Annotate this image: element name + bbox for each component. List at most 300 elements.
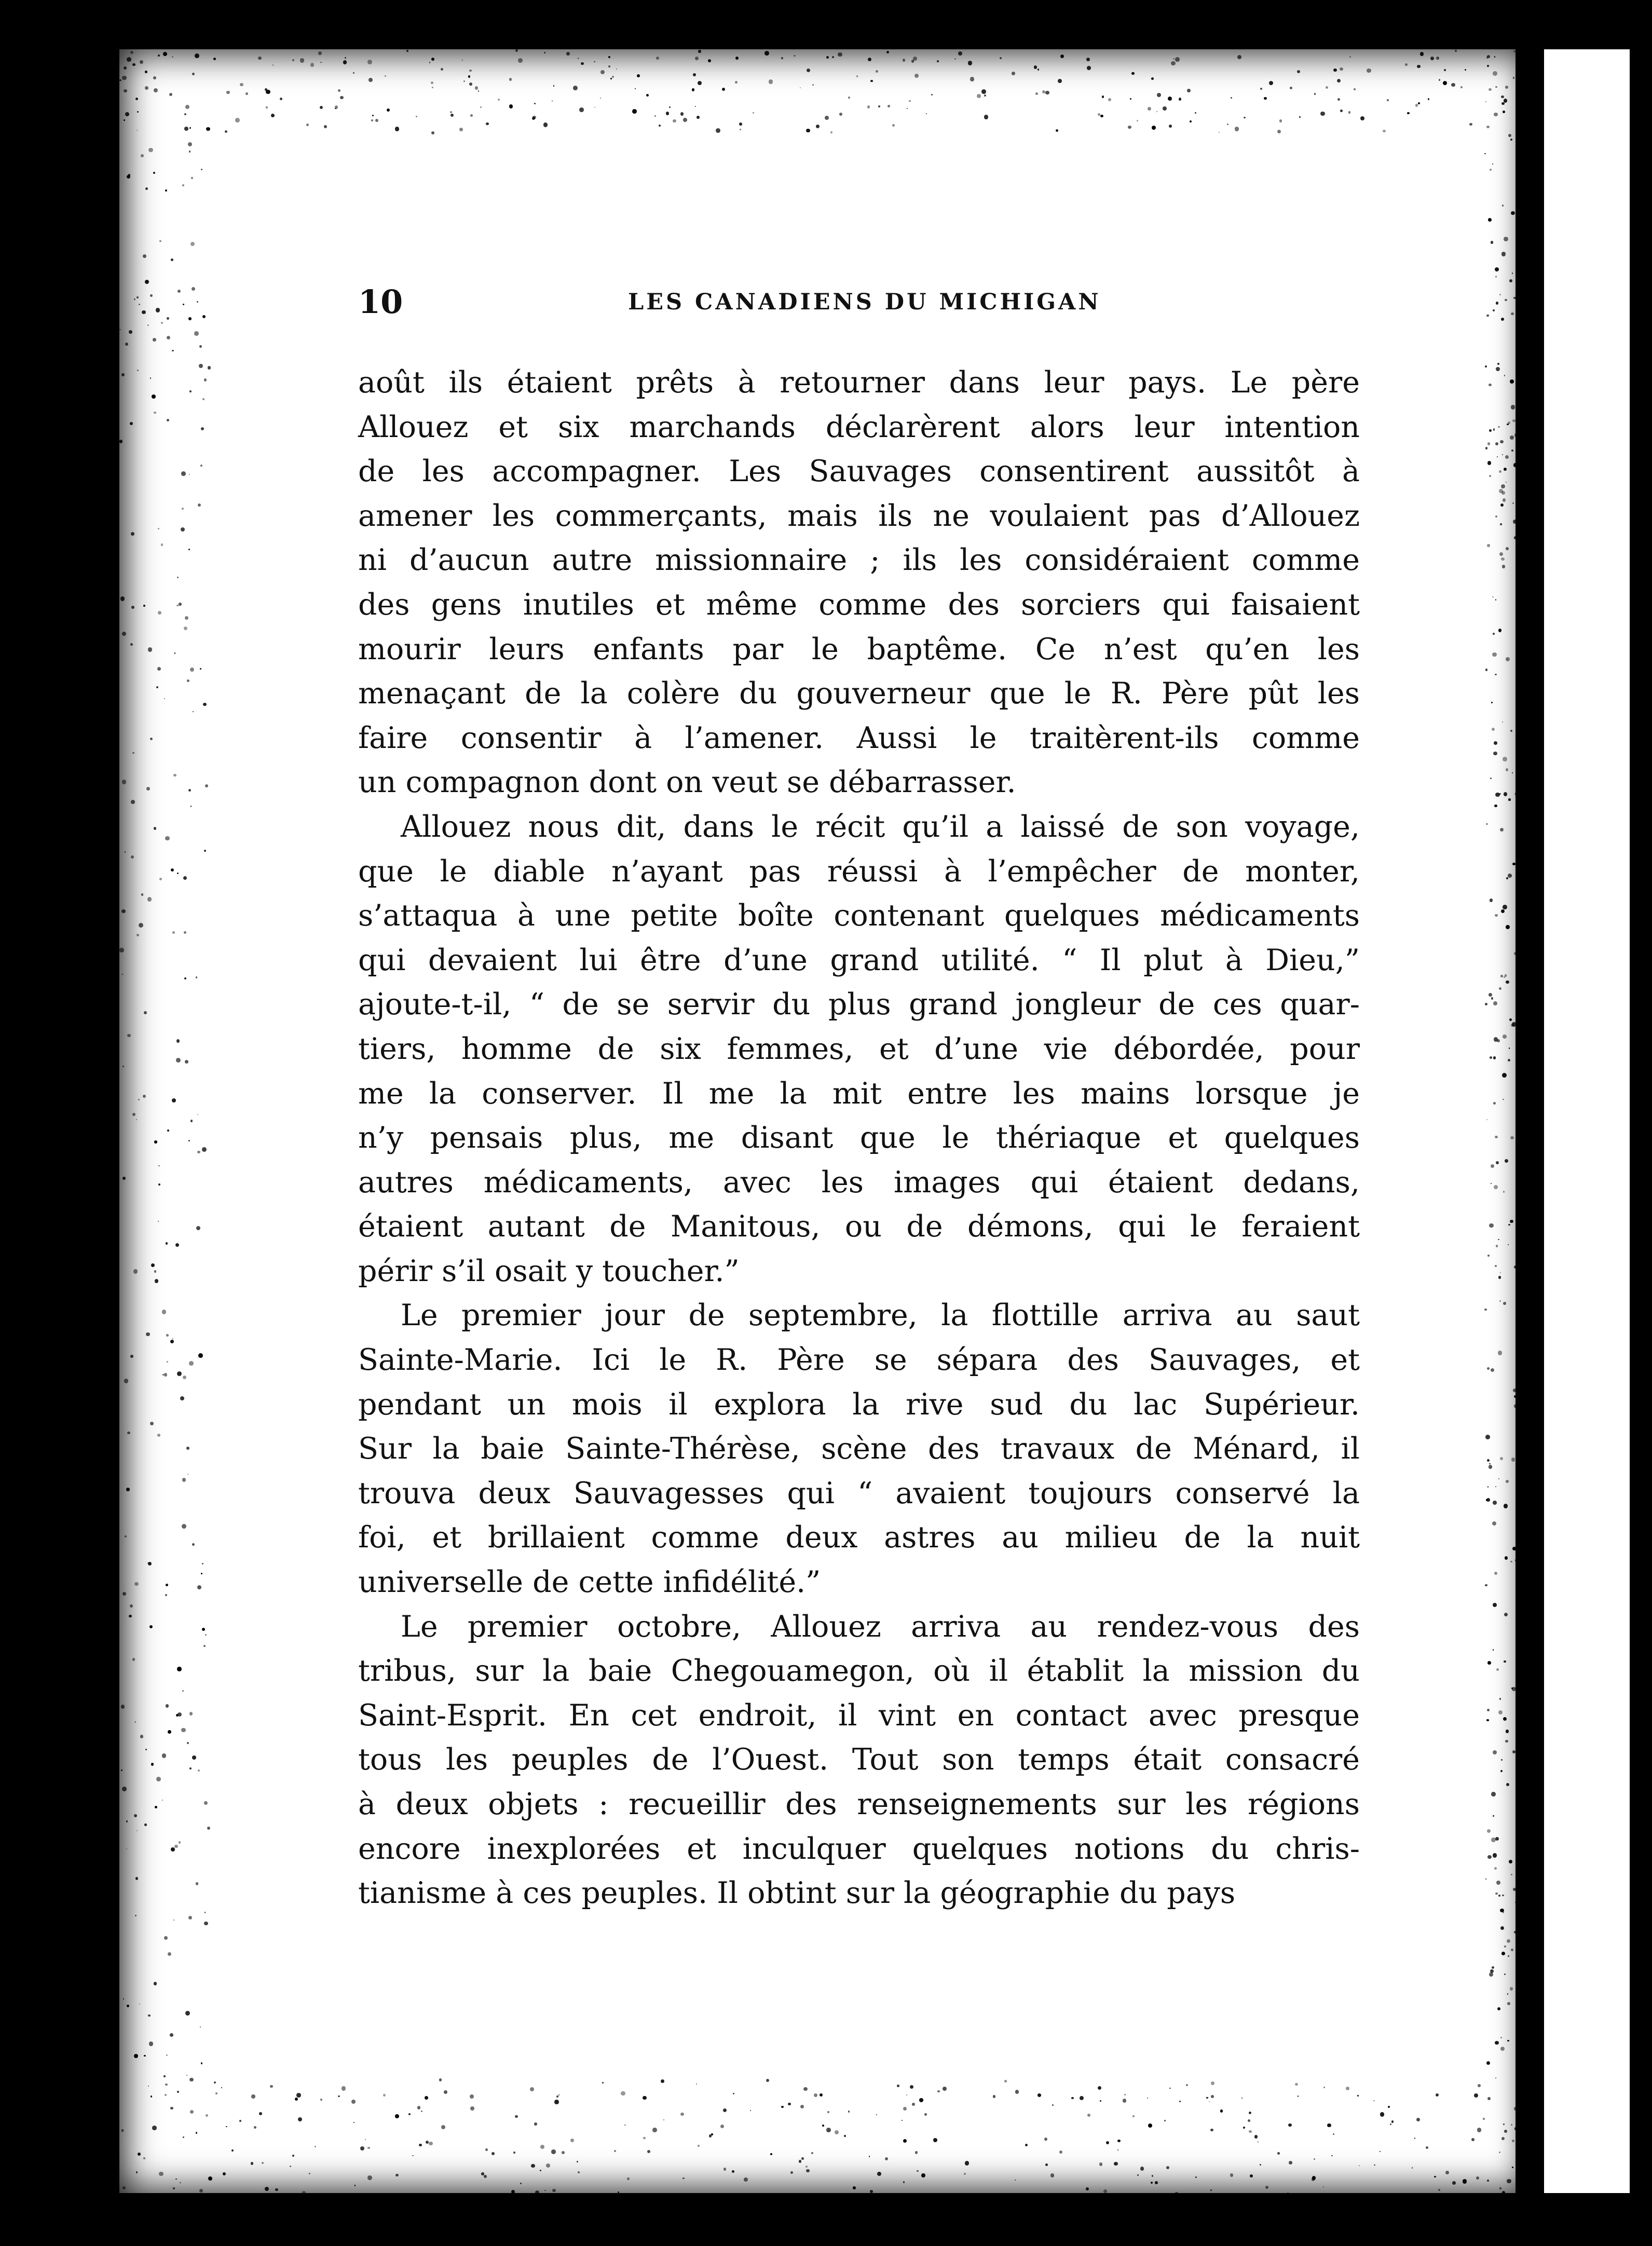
scan-speckle — [1474, 2093, 1478, 2098]
scan-speckle — [1128, 126, 1131, 129]
paragraph — [358, 805, 1360, 1294]
scan-speckle — [240, 83, 243, 86]
scan-speckle — [149, 1625, 153, 1628]
scan-speckle — [134, 298, 135, 300]
scan-speckle — [546, 2163, 550, 2168]
scan-speckle — [652, 2128, 657, 2132]
text-line: de les accompagner. Les Sauvages consentirent aussitôt à — [358, 454, 1360, 489]
scan-speckle — [788, 2103, 790, 2105]
scan-speckle — [412, 2155, 413, 2156]
scan-speckle — [166, 1584, 168, 1586]
scan-speckle — [181, 1728, 185, 1732]
scan-speckle — [148, 2086, 149, 2087]
scan-speckle — [632, 109, 637, 114]
scan-speckle — [1486, 823, 1487, 824]
scan-speckle — [151, 1763, 154, 1766]
scan-speckle — [1187, 89, 1191, 92]
scan-speckle — [647, 2150, 650, 2153]
scan-speckle — [1340, 67, 1343, 71]
scan-speckle — [722, 88, 725, 91]
scan-speckle — [1501, 557, 1505, 561]
scan-speckle — [180, 2182, 181, 2183]
scan-speckle — [182, 508, 183, 509]
scan-speckle — [1506, 981, 1509, 984]
scan-speckle — [183, 2136, 184, 2138]
scan-speckle — [429, 62, 430, 63]
scan-speckle — [165, 1594, 167, 1596]
scan-speckle — [154, 1140, 157, 1143]
scan-speckle — [856, 75, 858, 77]
scan-speckle — [177, 1371, 182, 1376]
scan-speckle — [171, 868, 174, 872]
scan-speckle — [1486, 1119, 1487, 1120]
text-line: menaçant de la colère du gouverneur que le R. Père pût les — [358, 676, 1360, 711]
scan-speckle — [151, 2095, 152, 2097]
scan-speckle — [1503, 905, 1507, 909]
scan-speckle — [602, 2082, 604, 2084]
scan-speckle — [513, 2152, 515, 2153]
scan-speckle — [698, 50, 701, 52]
scan-speckle — [431, 58, 434, 61]
scan-speckle — [131, 800, 135, 804]
scan-speckle — [635, 88, 636, 89]
scan-speckle — [259, 2112, 262, 2115]
scan-speckle — [1503, 2124, 1505, 2125]
text-line: faire consentir à l’amener. Aussi le traitèrent-ils comme — [358, 720, 1360, 755]
text-line: amener les commerçants, mais ils ne voulaient pas d’Allouez — [358, 498, 1360, 533]
scan-speckle — [1513, 463, 1517, 467]
scan-speckle — [159, 878, 162, 880]
scan-speckle — [335, 105, 338, 109]
scan-speckle — [578, 2171, 580, 2173]
scan-speckle — [196, 1882, 199, 1885]
scan-speckle — [711, 2133, 713, 2135]
scan-speckle — [1511, 211, 1515, 215]
scan-speckle — [838, 52, 842, 57]
scan-speckle — [1333, 2133, 1334, 2135]
scan-speckle — [903, 59, 905, 61]
scan-speckle — [1499, 793, 1500, 795]
scan-speckle — [181, 527, 185, 532]
text-line: août ils étaient prêts à retourner dans leur pays. Le père — [358, 365, 1360, 400]
scan-speckle — [199, 2189, 203, 2193]
scan-speckle — [132, 63, 135, 66]
scan-speckle — [475, 86, 478, 89]
scan-speckle — [1507, 2002, 1510, 2005]
scan-speckle — [1227, 124, 1228, 125]
scan-speckle — [1501, 1952, 1505, 1955]
scan-speckle — [189, 1712, 193, 1716]
scan-speckle — [921, 2173, 925, 2177]
scan-speckle — [202, 1628, 205, 1631]
scan-speckle — [338, 2095, 339, 2097]
text-line: Sur la baie Sainte-Thérèse, scène des travaux de Ménard, il — [358, 1432, 1360, 1466]
text-line: Allouez nous dit, dans le récit qu’il a laissé de son voyage, — [401, 809, 1360, 844]
scan-speckle — [151, 1263, 155, 1267]
scan-speckle — [367, 60, 372, 64]
scan-speckle — [121, 2129, 124, 2131]
scan-speckle — [1430, 57, 1434, 60]
scan-speckle — [1493, 1750, 1496, 1754]
scan-speckle — [164, 1373, 168, 1377]
scan-speckle — [122, 1177, 126, 1180]
scan-speckle — [166, 1242, 168, 1244]
scan-speckle — [1514, 536, 1517, 539]
scan-speckle — [136, 934, 139, 936]
scan-speckle — [208, 2176, 212, 2181]
scan-speckle — [485, 2148, 488, 2151]
scan-speckle — [1503, 1034, 1507, 1039]
scan-speckle — [807, 69, 810, 72]
scan-speckle — [1239, 2193, 1243, 2197]
scan-speckle — [368, 78, 373, 82]
scan-speckle — [1360, 116, 1364, 120]
scan-speckle — [618, 2191, 619, 2193]
scan-speckle — [1504, 99, 1507, 102]
text-line: Saint-Esprit. En cet endroit, il vint en contact avec presque — [358, 1698, 1360, 1733]
scan-speckle — [612, 76, 614, 78]
scan-speckle — [680, 112, 684, 115]
scan-speckle — [1439, 79, 1441, 81]
scan-speckle — [1469, 123, 1472, 126]
text-line: tiers, homme de six femmes, et d’une vie débordée, pour — [358, 1031, 1360, 1066]
scan-speckle — [156, 686, 158, 688]
scan-speckle — [1151, 77, 1154, 80]
scan-speckle — [579, 107, 584, 112]
scan-speckle — [165, 2084, 167, 2086]
scan-speckle — [800, 2105, 804, 2108]
scan-speckle — [1512, 2167, 1513, 2168]
scan-speckle — [168, 1730, 171, 1734]
scan-speckle — [1103, 2189, 1107, 2193]
scan-speckle — [1507, 2040, 1509, 2042]
scan-speckle — [1489, 1972, 1493, 1977]
scan-speckle — [1493, 71, 1497, 76]
scan-speckle — [1445, 2171, 1449, 2174]
scan-speckle — [128, 174, 130, 176]
scan-speckle — [134, 2054, 138, 2058]
scan-speckle — [202, 315, 206, 318]
scan-speckle — [136, 2171, 138, 2173]
scan-speckle — [190, 668, 194, 672]
scan-speckle — [1314, 93, 1316, 94]
scan-speckle — [135, 1877, 138, 1880]
scan-speckle — [387, 108, 390, 112]
scan-speckle — [1320, 112, 1325, 116]
scan-speckle — [1206, 2097, 1208, 2099]
scan-speckle — [534, 2122, 537, 2126]
scan-speckle — [1514, 1404, 1518, 1408]
scan-speckle — [764, 51, 769, 56]
scan-speckle — [148, 647, 153, 652]
scan-speckle — [968, 61, 972, 65]
scan-speckle — [1488, 218, 1491, 221]
scan-speckle — [198, 1769, 200, 1772]
scan-speckle — [1331, 2155, 1333, 2157]
scan-speckle — [1420, 52, 1424, 56]
scan-speckle — [1485, 1435, 1490, 1439]
scan-speckle — [1171, 61, 1175, 65]
scan-speckle — [1501, 909, 1505, 913]
scan-speckle — [832, 56, 834, 58]
scan-speckle — [165, 189, 167, 192]
scan-speckle — [1387, 99, 1389, 101]
scan-speckle — [1288, 2124, 1291, 2127]
scan-speckle — [205, 1634, 207, 1636]
scan-speckle — [164, 1936, 168, 1940]
scan-speckle — [179, 603, 181, 605]
scan-speckle — [1514, 433, 1519, 438]
adjacent-page-edge — [1544, 49, 1630, 2193]
scan-speckle — [1501, 484, 1505, 488]
scan-speckle — [698, 2145, 700, 2147]
scan-speckle — [1505, 1159, 1508, 1163]
scan-speckle — [199, 345, 202, 348]
scan-speckle — [181, 471, 186, 476]
scan-speckle — [143, 605, 145, 607]
scan-speckle — [853, 2186, 856, 2189]
scan-speckle — [481, 2172, 484, 2175]
scan-speckle — [171, 258, 173, 261]
scan-speckle — [1132, 2115, 1134, 2117]
scan-speckle — [186, 1447, 189, 1450]
scan-speckle — [188, 317, 192, 320]
scan-speckle — [1510, 139, 1512, 141]
scan-speckle — [621, 2091, 625, 2096]
scan-speckle — [1436, 57, 1439, 60]
scan-speckle — [162, 1310, 166, 1314]
scan-speckle — [375, 119, 378, 122]
scan-speckle — [140, 60, 143, 64]
scan-speckle — [803, 2087, 808, 2091]
scan-speckle — [1487, 1855, 1491, 1859]
scan-speckle — [192, 287, 195, 291]
scan-speckle — [917, 2170, 918, 2172]
scan-speckle — [1491, 1837, 1496, 1842]
scan-speckle — [903, 2107, 907, 2111]
scan-speckle — [1505, 974, 1507, 976]
scan-speckle — [194, 331, 199, 336]
scan-speckle — [1500, 2047, 1505, 2051]
text-line: trouva deux Sauvagesses qui “ avaient toujours conservé la — [358, 1476, 1360, 1510]
scan-speckle — [1333, 69, 1337, 72]
scan-speckle — [121, 1769, 122, 1771]
scan-speckle — [469, 83, 472, 85]
text-line: encore inexplorées et inculquer quelques notions du chris- — [358, 1831, 1360, 1866]
scan-speckle — [150, 294, 153, 297]
scan-speckle — [1260, 88, 1262, 90]
scan-speckle — [1500, 1770, 1503, 1772]
scan-speckle — [154, 412, 156, 414]
scan-speckle — [531, 2164, 535, 2168]
scan-speckle — [907, 108, 908, 109]
scan-speckle — [182, 1478, 186, 1482]
scan-speckle — [1500, 440, 1504, 444]
scan-speckle — [196, 1226, 200, 1230]
body-text — [358, 361, 1360, 1916]
scan-speckle — [1210, 2129, 1213, 2131]
scan-speckle — [137, 370, 138, 371]
scan-speckle — [292, 59, 294, 61]
scan-speckle — [544, 2190, 545, 2191]
scan-speckle — [202, 398, 204, 400]
scan-speckle — [172, 1338, 173, 1339]
scan-speckle — [184, 113, 186, 115]
scan-speckle — [175, 1243, 179, 1247]
scan-speckle — [1087, 2114, 1091, 2117]
scan-speckle — [124, 89, 127, 93]
scan-speckle — [1495, 2077, 1496, 2078]
scan-speckle — [195, 53, 199, 58]
scan-speckle — [870, 80, 873, 83]
scan-speckle — [478, 90, 479, 91]
scan-speckle — [122, 780, 126, 784]
scan-speckle — [189, 390, 192, 392]
scan-speckle — [251, 2094, 255, 2098]
paragraph — [358, 1605, 1360, 1916]
text-line: Le premier octobre, Allouez arriva au rendez-vous des — [401, 1609, 1360, 1644]
scan-speckle — [839, 113, 842, 116]
scan-speckle — [1496, 302, 1498, 304]
scan-speckle — [1434, 2176, 1436, 2177]
scan-speckle — [1298, 2095, 1299, 2097]
scan-speckle — [1137, 120, 1138, 121]
scan-speckle — [159, 240, 161, 242]
scan-speckle — [223, 2172, 226, 2175]
scan-speckle — [816, 125, 820, 128]
scan-speckle — [135, 1915, 136, 1916]
scan-speckle — [1426, 2146, 1428, 2149]
scan-speckle — [1489, 475, 1491, 477]
scan-speckle — [1486, 126, 1489, 128]
scan-speckle — [235, 118, 240, 122]
scan-speckle — [1114, 2162, 1117, 2166]
scan-speckle — [345, 57, 346, 58]
scan-speckle — [125, 1535, 127, 1537]
scan-speckle — [1050, 2173, 1055, 2177]
scan-speckle — [1042, 90, 1045, 93]
running-title: LES CANADIENS DU MICHIGAN — [628, 289, 1101, 315]
scan-speckle — [566, 52, 570, 56]
scan-speckle — [551, 2149, 555, 2154]
scan-speckle — [225, 130, 227, 133]
scan-speckle — [1512, 772, 1513, 773]
scan-speckle — [1152, 126, 1156, 130]
scan-speckle — [844, 2135, 846, 2137]
scan-speckle — [226, 91, 230, 94]
scan-speckle — [121, 909, 125, 913]
scan-speckle — [1059, 2150, 1062, 2153]
scan-speckle — [1508, 1955, 1509, 1957]
scan-speckle — [1045, 2163, 1048, 2166]
scan-speckle — [1248, 2119, 1250, 2122]
scan-speckle — [172, 350, 174, 352]
scan-speckle — [1493, 429, 1495, 431]
scan-speckle — [1388, 2106, 1390, 2108]
scan-speckle — [188, 142, 192, 146]
scan-speckle — [981, 89, 986, 94]
scan-speckle — [1080, 2096, 1084, 2101]
scan-speckle — [1511, 1949, 1513, 1951]
scan-speckle — [138, 2153, 141, 2156]
scan-speckle — [801, 2157, 803, 2159]
scan-speckle — [1037, 2093, 1041, 2097]
scan-speckle — [1508, 134, 1511, 137]
scan-speckle — [1506, 657, 1510, 661]
scan-speckle — [1444, 69, 1446, 71]
scan-speckle — [300, 58, 304, 62]
scan-speckle — [1500, 503, 1504, 507]
scan-speckle — [1503, 111, 1505, 113]
scan-speckle — [309, 2173, 310, 2174]
scan-speckle — [1498, 1276, 1501, 1279]
scan-speckle — [163, 2075, 165, 2077]
scan-speckle — [1500, 975, 1503, 977]
scan-speckle — [1415, 104, 1418, 106]
scan-speckle — [1179, 98, 1182, 101]
scan-speckle — [141, 154, 144, 157]
scan-speckle — [1512, 2140, 1514, 2142]
scan-speckle — [868, 58, 871, 61]
scan-speckle — [1349, 56, 1351, 58]
scan-speckle — [1337, 79, 1341, 83]
scan-speckle — [208, 366, 211, 370]
scan-speckle — [1487, 1661, 1491, 1665]
scan-speckle — [1486, 1499, 1487, 1501]
scan-speckle — [1169, 2088, 1170, 2089]
scan-speckle — [869, 2156, 870, 2157]
scan-speckle — [122, 76, 127, 80]
scan-speckle — [155, 1806, 157, 1808]
text-line: me la conserver. Il me la mit entre les mains lorsque je — [358, 1076, 1360, 1111]
scan-speckle — [581, 62, 584, 65]
scan-speckle — [680, 2113, 684, 2116]
scan-speckle — [204, 1922, 208, 1926]
scan-speckle — [416, 116, 417, 117]
scan-speckle — [1494, 1867, 1497, 1870]
scan-speckle — [124, 119, 125, 121]
scan-speckle — [806, 129, 810, 132]
scan-speckle — [292, 2155, 294, 2157]
scan-speckle — [462, 60, 463, 61]
scan-speckle — [1390, 2124, 1391, 2125]
scan-speckle — [732, 2170, 734, 2173]
scan-speckle — [170, 2033, 173, 2037]
scan-speckle — [1131, 72, 1134, 75]
scan-speckle — [1503, 757, 1507, 761]
scan-speckle — [1152, 2175, 1153, 2176]
scan-speckle — [1471, 2138, 1474, 2141]
scan-speckle — [556, 2095, 558, 2098]
scan-speckle — [1071, 2097, 1073, 2099]
scan-speckle — [182, 1690, 184, 1692]
scan-speckle — [172, 1098, 176, 1102]
text-line: s’attaqua à une petite boîte contenant quelques médicaments — [358, 899, 1360, 933]
scan-speckle — [1484, 1309, 1486, 1311]
scan-speckle — [1337, 98, 1340, 101]
scan-speckle — [1044, 2138, 1047, 2141]
text-line: Sainte-Marie. Ici le R. Père se sépara des Sauvages, et — [358, 1343, 1360, 1378]
scan-speckle — [202, 1147, 207, 1152]
scan-speckle — [1490, 778, 1492, 779]
scan-speckle — [600, 98, 601, 99]
scan-speckle — [1490, 899, 1493, 902]
scan-speckle — [892, 124, 895, 127]
scan-speckle — [1504, 1973, 1506, 1975]
scan-speckle — [878, 105, 880, 107]
scan-speckle — [201, 169, 202, 170]
scan-speckle — [1491, 997, 1493, 999]
